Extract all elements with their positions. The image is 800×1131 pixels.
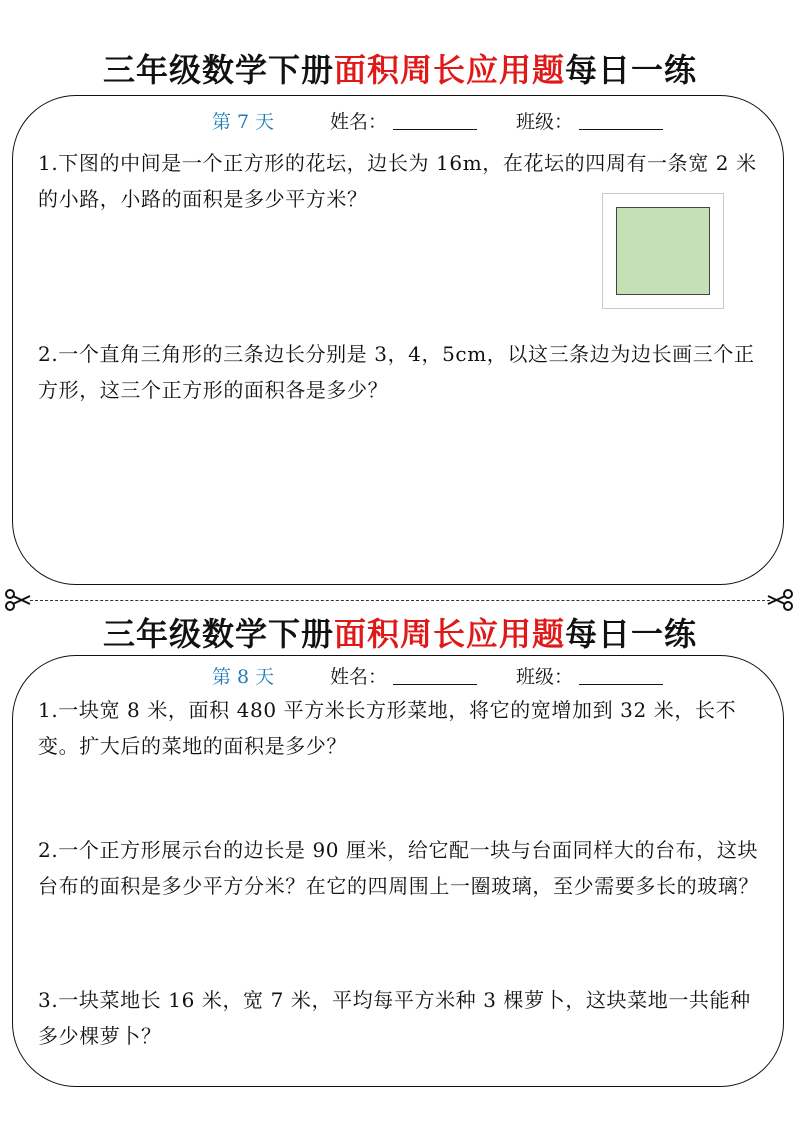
sheet2-class-label: 班级： bbox=[516, 666, 574, 688]
sheet2-class-blank[interactable] bbox=[579, 666, 663, 685]
sheet2-question-1: 1.一块宽 8 米，面积 480 平方米长方形菜地，将它的宽增加到 32 米，长不变。扩大后的菜地的面积是多少？ bbox=[38, 698, 737, 758]
sheet1-title-red: 面积周长应用题 bbox=[333, 51, 565, 89]
sheet1-title-pre: 三年级数学下册 bbox=[102, 51, 334, 89]
sheet1-title bbox=[0, 50, 800, 90]
sheet2-title-pre: 三年级数学下册 bbox=[102, 615, 334, 653]
sheet2-name-label: 姓名： bbox=[330, 666, 388, 688]
scissors-icon-left bbox=[4, 586, 32, 614]
sheet1-title-post: 每日一练 bbox=[565, 51, 698, 89]
sheet2-name-field[interactable] bbox=[330, 664, 477, 690]
sheet1-class-label: 班级： bbox=[516, 111, 574, 133]
sheet2-question-3: 3.一块菜地长 16 米，宽 7 米，平均每平方米种 3 棵萝卜，这块菜地一共能种多少棵萝卜？ bbox=[38, 988, 751, 1048]
sheet2-class-field[interactable] bbox=[516, 664, 663, 690]
sheet2-title bbox=[0, 614, 800, 654]
sheet1-class-blank[interactable] bbox=[579, 111, 663, 130]
cut-line bbox=[30, 600, 770, 601]
sheet1-day: 第 7 天 bbox=[212, 111, 275, 133]
sheet1-day-label bbox=[212, 109, 274, 135]
sheet1-class-field[interactable] bbox=[516, 109, 663, 135]
sheet2-title-post: 每日一练 bbox=[565, 615, 698, 653]
sheet2-question-2: 2.一个正方形展示台的边长是 90 厘米，给它配一块与台面同样大的台布，这块台布的面积是多少平方分米？在它的四周围上一圈玻璃，至少需要多长的玻璃？ bbox=[38, 838, 759, 898]
sheet2-day-label bbox=[212, 664, 274, 690]
sheet1-question-1: 1.下图的中间是一个正方形的花坛，边长为 16m，在花坛的四周有一条宽 2 米的小路，小路的面积是多少平方米？ bbox=[38, 151, 757, 211]
sheet1-name-field[interactable] bbox=[330, 109, 477, 135]
sheet2-title-red: 面积周长应用题 bbox=[333, 615, 565, 653]
sheet1-name-blank[interactable] bbox=[393, 111, 477, 130]
flowerbed-figure bbox=[602, 193, 724, 309]
sheet1-question-2: 2.一个直角三角形的三条边长分别是 3，4，5cm，以这三条边为边长画三个正方形，这三个正方形的面积各是多少？ bbox=[38, 342, 755, 402]
sheet2-day: 第 8 天 bbox=[212, 666, 275, 688]
scissors-icon-right bbox=[766, 586, 794, 614]
flowerbed-square bbox=[616, 207, 710, 295]
sheet1-name-label: 姓名： bbox=[330, 111, 388, 133]
sheet2-name-blank[interactable] bbox=[393, 666, 477, 685]
